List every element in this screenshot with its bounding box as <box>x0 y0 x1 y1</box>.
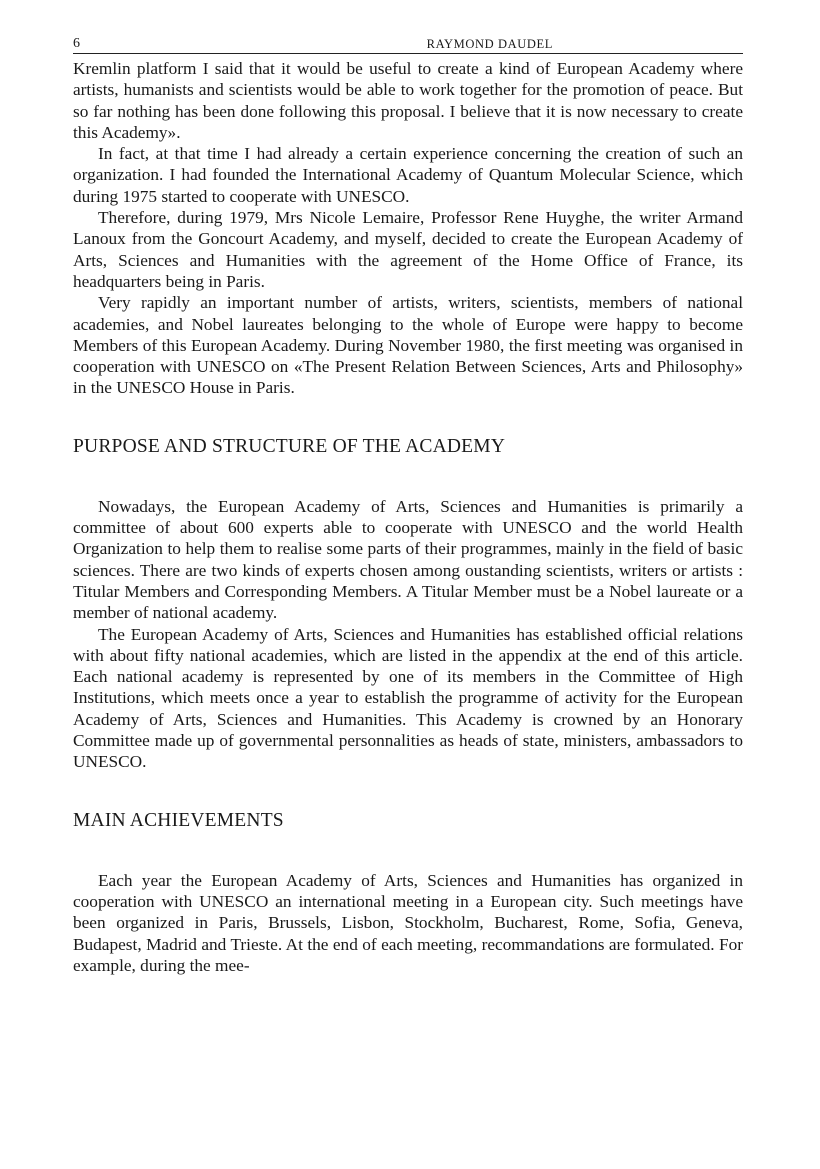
section-heading: MAIN ACHIEVEMENTS <box>73 809 284 831</box>
intro-section <box>73 58 743 399</box>
page <box>73 30 743 976</box>
running-head <box>73 30 743 54</box>
section-heading: PURPOSE AND STRUCTURE OF THE ACADEMY <box>73 435 506 457</box>
paragraph: Very rapidly an important number of artists, writers, scientists, members of national academies, and Nobel laureates belonging to the whole of Europe were happy to become Members of this European Academy. During November 1980, the first meeting was organised in cooperation with UNESCO on «The Present Relation Between Sciences, Arts and Philosophy» in the UNESCO House in Paris. <box>73 293 743 398</box>
paragraph: The European Academy of Arts, Sciences and Humanities has established official relations with about fifty national academies, which are listed in the appendix at the end of this article. Each national academy is represented by one of its members in the Committee of High Institutions, which meets once a year to establish the programme of activity for the European Academy of Arts, Sciences and Humanities. This Academy is crowned by an Honorary Committee made up of governmental personnalities as heads of state, ministers, ambassadors to UNESCO. <box>73 624 743 772</box>
paragraph: Kremlin platform I said that it would be useful to create a kind of European Academy where artists, humanists and scientists would be able to work together for the promotion of peace. But so far nothing has been done following this proposal. I believe that it is now necessary to create this Academy». <box>73 59 743 142</box>
purpose-section <box>73 435 743 773</box>
running-title: RAYMOND DAUDEL <box>426 37 553 51</box>
paragraph: Each year the European Academy of Arts, Sciences and Humanities has organized in cooperation with UNESCO an international meeting in a European city. Such meetings have been organized in Paris, Brussels, Lisbon, Stockholm, Bucharest, Rome, Sofia, Geneva, Budapest, Madrid and Trieste. At the end of each meeting, recommandations are formulated. For example, during the mee- <box>73 870 743 975</box>
page-number: 6 <box>73 36 80 51</box>
achievements-section <box>73 809 743 976</box>
paragraph: Therefore, during 1979, Mrs Nicole Lemaire, Professor Rene Huyghe, the writer Armand Lanoux from the Goncourt Academy, and myself, decided to create the European Academy of Arts, Sciences and Humanities with the agreement of the Home Office of France, its headquarters being in Paris. <box>73 208 743 291</box>
paragraph: Nowadays, the European Academy of Arts, Sciences and Humanities is primarily a committee of about 600 experts able to cooperate with UNESCO and the world Health Organization to help them to realise some parts of their programmes, mainly in the field of basic sciences. There are two kinds of experts chosen among oustanding scientists, writers or artists : Titular Members and Corresponding Members. A Titular Member must be a Nobel laureate or a member of national academy. <box>73 496 743 623</box>
paragraph: In fact, at that time I had already a certain experience concerning the creation of such an organization. I had founded the International Academy of Quantum Molecular Science, which during 1975 started to cooperate with UNESCO. <box>73 144 743 206</box>
